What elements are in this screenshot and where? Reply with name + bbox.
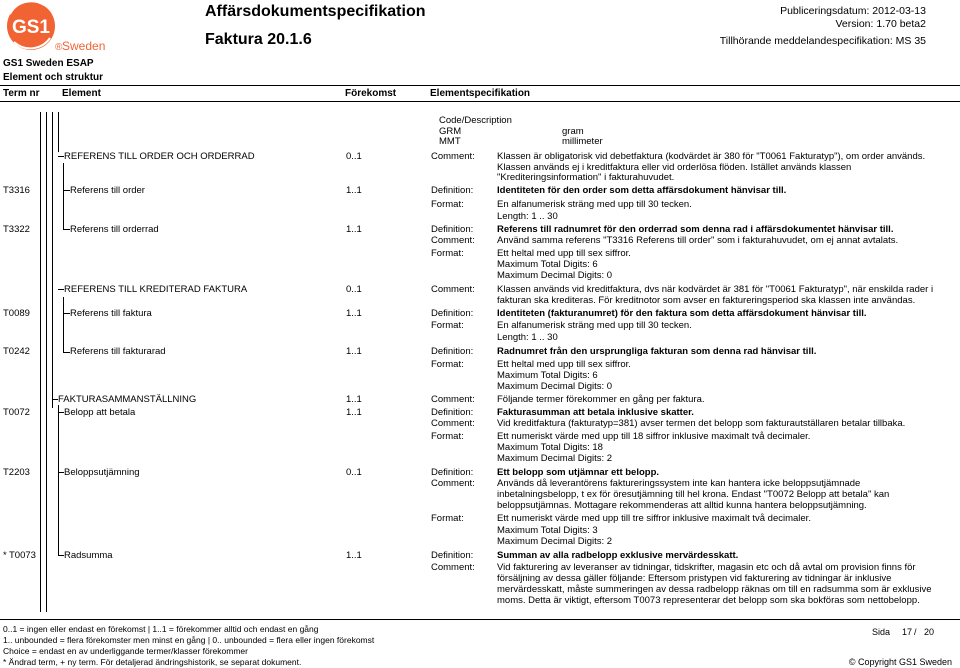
spec-text: Maximum Total Digits: 6	[497, 370, 598, 381]
logo-country-text: Sweden	[62, 39, 106, 53]
spec-label: MMT	[439, 136, 461, 147]
spec-text: Används då leverantörens faktureringssystem inte kan hantera icke beloppsutjämnade	[497, 478, 861, 489]
spec-text: Ett heltal med upp till sex siffror.	[497, 359, 631, 370]
spec-label: Definition:	[431, 550, 474, 561]
occurrence: 1..1	[346, 308, 362, 319]
section-label: Element och struktur	[3, 72, 104, 83]
page-current: 17	[902, 627, 913, 637]
publication-date: Publiceringsdatum: 2012-03-13	[780, 5, 926, 17]
element-name: FAKTURASAMMANSTÄLLNING	[58, 394, 197, 405]
spec-text: Length: 1 .. 30	[497, 211, 558, 222]
footer-legend-2: 1.. unbounded = flera förekomster men minst en gång | 0.. unbounded = flera eller ingen förekomst	[3, 635, 375, 645]
spec-text: Maximum Decimal Digits: 0	[497, 381, 613, 392]
spec-text: Summan av alla radbelopp exklusive mervärdesskatt.	[497, 550, 739, 561]
element-name: Referens till orderrad	[70, 224, 159, 235]
spec-label: Definition:	[431, 185, 474, 196]
spec-text: Vid kreditfaktura (fakturatyp=381) avser termen det belopp som fakturautställaren betalar tillbaka.	[497, 418, 906, 429]
spec-text: Följande termer förekommer en gång per faktura.	[497, 394, 705, 405]
term-number: T3322	[3, 224, 30, 235]
organization-label: GS1 Sweden ESAP	[3, 58, 94, 69]
spec-text: En alfanumerisk sträng med upp till 30 tecken.	[497, 199, 692, 210]
element-name: REFERENS TILL ORDER OCH ORDERRAD	[64, 151, 255, 162]
spec-text: En alfanumerisk sträng med upp till 30 tecken.	[497, 320, 692, 331]
spec-label: Comment:	[431, 394, 475, 405]
changed-marker: *	[3, 550, 7, 561]
spec-text: Maximum Total Digits: 6	[497, 259, 598, 270]
spec-text: moms. Detta är viktigt, eftersom T0073 representerar det belopp som ska bokföras som nettobelopp.	[497, 595, 920, 606]
spec-label: Format:	[431, 320, 464, 331]
spec-text: Identiteten för den order som detta affärsdokument hänvisar till.	[497, 185, 787, 196]
spec-text: Fakturasumman att betala inklusive skatter.	[497, 407, 694, 418]
spec-text: Vid fakturering av leveranser av tidningar, tidskrifter, magasin etc och då avtal om provision finns för	[497, 562, 916, 573]
logo-gs1-text: GS1	[11, 17, 51, 38]
spec-text: Klassen är obligatorisk vid debetfaktura (kodvärdet är 380 för "T0061 Fakturatyp"), om order används.	[497, 151, 926, 162]
spec-text: Referens till radnumret för den orderrad som denna rad i affärsdokumentet hänvisar till.	[497, 224, 894, 235]
spec-text: fakturan ska krediteras. För kreditnotor som avser en faktureringsperiod ska klassen inte användas.	[497, 295, 916, 306]
footer-legend-4: * Ändrad term, + ny term. För detaljerad ändringshistorik, se separat dokument.	[3, 657, 302, 667]
spec-label: Comment:	[431, 478, 475, 489]
page-total: 20	[924, 627, 935, 637]
spec-label: Definition:	[431, 467, 474, 478]
col-elementspecifikation: Elementspecifikation	[430, 88, 531, 99]
spec-label: Comment:	[431, 151, 475, 162]
element-name: Beloppsutjämning	[64, 467, 140, 478]
spec-label: Definition:	[431, 308, 474, 319]
page-label: Sida	[872, 627, 891, 637]
element-name: Referens till order	[70, 185, 145, 196]
spec-text: Maximum Total Digits: 3	[497, 525, 598, 536]
spec-text: "Krediteringsinformation" i fakturahuvudet.	[497, 172, 675, 183]
version-label: Version: 1.70 beta2	[835, 18, 926, 30]
gs1-sweden-logo	[4, 2, 114, 54]
spec-text: försäljning av dessa gäller följande: Eftersom pristypen vid fakturering av tidningar är inklusive	[497, 573, 892, 584]
spec-text: Maximum Decimal Digits: 0	[497, 270, 613, 281]
spec-text: mervärdesskatt, måste summeringen av dessa radbelopp räknas om till en radsumma som är exklusive	[497, 584, 932, 595]
spec-text: gram	[562, 126, 584, 137]
copyright: © Copyright GS1 Sweden	[848, 657, 952, 667]
spec-text: Klassen används vid kreditfaktura, dvs när kodvärdet är 381 för "T0061 Fakturatyp", när enskilda rader i	[497, 284, 934, 295]
spec-text: Använd samma referens "T3316 Referens till order" som i fakturahuvudet, om ej annat avtalats.	[497, 235, 899, 246]
spec-label: Comment:	[431, 418, 475, 429]
spec-text: inbetalningsbelopp, t ex för öresutjämning till hel krona. Endast "T0072 Belopp att betala" kan	[497, 489, 890, 500]
col-forekomst: Förekomst	[345, 88, 397, 99]
spec-label: Format:	[431, 248, 464, 259]
occurrence: 0..1	[346, 467, 362, 478]
occurrence: 1..1	[346, 185, 362, 196]
spec-text: Radnumret från den ursprungliga fakturan som denna rad hänvisar till.	[497, 346, 817, 357]
occurrence: 1..1	[346, 394, 362, 405]
spec-text: Ett heltal med upp till sex siffror.	[497, 248, 631, 259]
occurrence: 1..1	[346, 550, 362, 561]
spec-label: Format:	[431, 199, 464, 210]
term-number: T0089	[3, 308, 30, 319]
spec-text: Ett belopp som utjämnar ett belopp.	[497, 467, 660, 478]
message-spec: Tillhörande meddelandespecifikation: MS 35	[719, 35, 926, 47]
spec-label: Comment:	[431, 562, 475, 573]
footer-legend-3: Choice = endast en av underliggande termer/klasser förekommer	[3, 646, 248, 656]
occurrence: 0..1	[346, 151, 362, 162]
spec-label: Definition:	[431, 407, 474, 418]
spec-label: Comment:	[431, 235, 475, 246]
spec-label: Definition:	[431, 346, 474, 357]
element-name: Belopp att betala	[64, 407, 136, 418]
spec-text: Maximum Decimal Digits: 2	[497, 536, 613, 547]
element-name: Referens till fakturarad	[70, 346, 166, 357]
term-number: T3316	[3, 185, 30, 196]
occurrence: 1..1	[346, 346, 362, 357]
page-separator: /	[914, 627, 917, 637]
spec-text: millimeter	[562, 136, 603, 147]
footer-legend-1: 0..1 = ingen eller endast en förekomst | 1..1 = förekommer alltid och endast en gång	[3, 624, 319, 634]
element-name: Referens till faktura	[70, 308, 152, 319]
occurrence: 1..1	[346, 407, 362, 418]
spec-label: Comment:	[431, 284, 475, 295]
svg-text:®: ®	[55, 42, 63, 53]
term-number: T0242	[3, 346, 30, 357]
spec-label: Format:	[431, 431, 464, 442]
col-term-nr: Term nr	[3, 88, 40, 99]
term-number: T0073	[9, 550, 36, 561]
term-number: T0072	[3, 407, 30, 418]
spec-label: Definition:	[431, 224, 474, 235]
document-title: Affärsdokumentspecifikation	[205, 3, 426, 20]
spec-text: Identiteten (fakturanumret) för den faktura som detta affärsdokument hänvisar till.	[497, 308, 867, 319]
spec-text: Length: 1 .. 30	[497, 332, 558, 343]
element-name: REFERENS TILL KREDITERAD FAKTURA	[64, 284, 248, 295]
spec-label: GRM	[439, 126, 462, 137]
occurrence: 0..1	[346, 284, 362, 295]
spec-label: Format:	[431, 359, 464, 370]
spec-label: Code/Description	[439, 115, 512, 126]
col-element: Element	[62, 88, 101, 99]
term-number: T2203	[3, 467, 30, 478]
spec-label: Format:	[431, 513, 464, 524]
document-subtitle: Faktura 20.1.6	[205, 31, 312, 48]
spec-text: Klassen används ej i kreditfaktura eller vid orderlösa flöden. Istället används klassen	[497, 162, 852, 173]
spec-text: Ett numeriskt värde med upp till 18 siffror inklusive maximalt två decimaler.	[497, 431, 811, 442]
spec-text: beloppsutjämnas. Mottagare rekommenderas att alltid kunna hantera beloppsutjämning.	[497, 500, 867, 511]
element-name: Radsumma	[64, 550, 113, 561]
spec-text: Ett numeriskt värde med upp till tre siffror inklusive maximalt två decimaler.	[497, 513, 811, 524]
occurrence: 1..1	[346, 224, 362, 235]
spec-text: Maximum Total Digits: 18	[497, 442, 603, 453]
spec-text: Maximum Decimal Digits: 2	[497, 453, 613, 464]
